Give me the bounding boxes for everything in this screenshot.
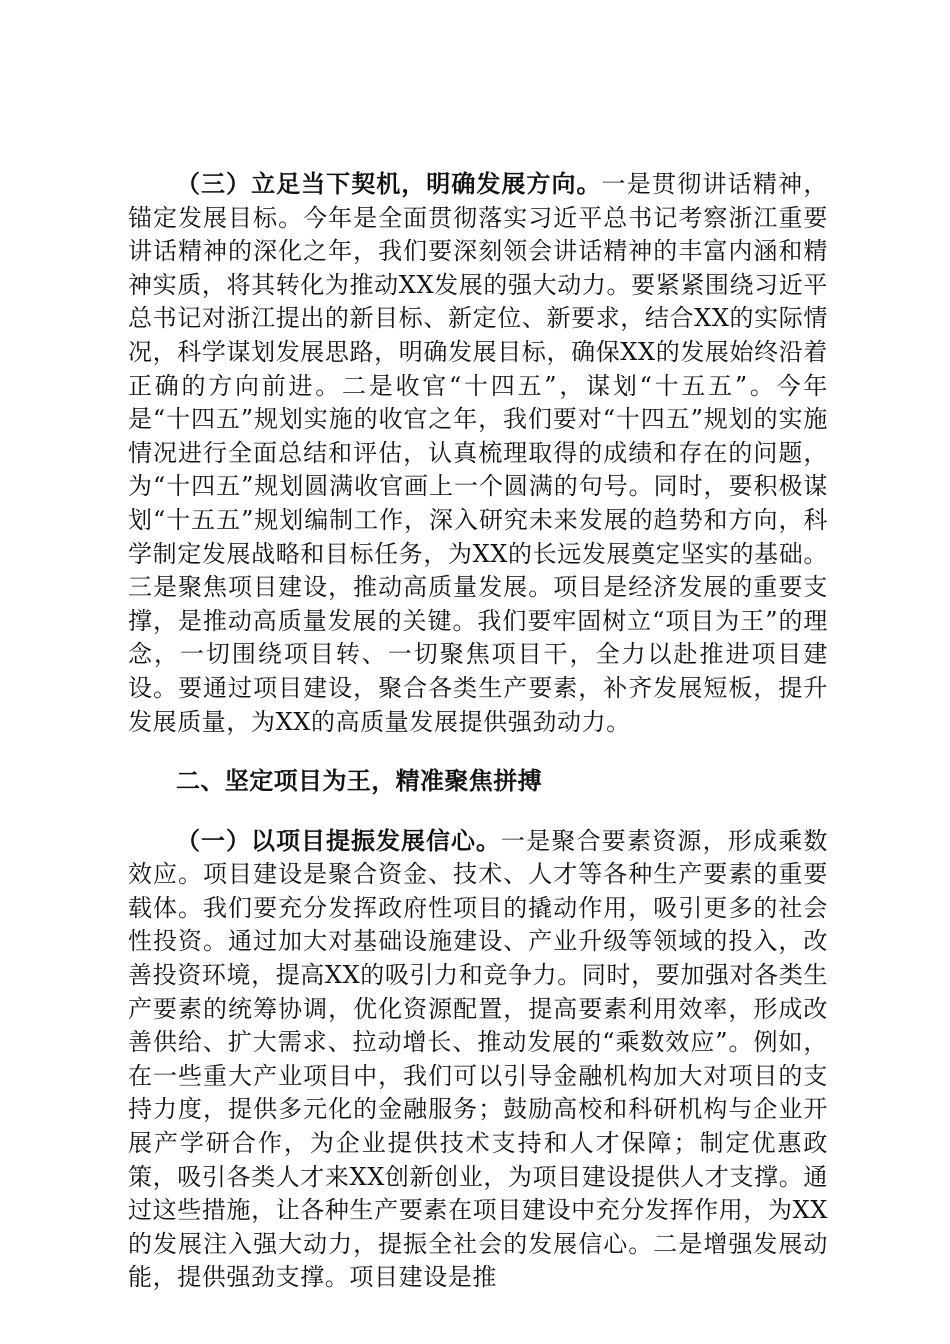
paragraph-section-3 [128, 168, 828, 739]
paragraph-body-section-1: 一是聚合要素资源，形成乘数效应。项目建设是聚合资金、技术、人才等各种生产要素的重要载体。我们要充分发挥政府性项目的撬动作用，吸引更多的社会性投资。通过加大对基础设施建设、产业升级等领域的投入，改善投资环境，提高XX的吸引力和竞争力。同时，要加强对各类生产要素的统筹协调，优化资源配置，提高要素利用效率，形成改善供给、扩大需求、拉动增长、推动发展的“乘数效应”。例如，在一些重大产业项目中，我们可以引导金融机构加大对项目的支持力度，提供多元化的金融服务；鼓励高校和科研机构与企业开展产学研合作，为企业提供技术支持和人才保障；制定优惠政策，吸引各类人才来XX创新创业，为项目建设提供人才支撑。通过这些措施，让各种生产要素在项目建设中充分发挥作用，为XX的发展注入强大动力，提振全社会的发展信心。二是增强发展动能，提供强劲支撑。项目建设是推 [128, 826, 828, 1292]
paragraph-section-1 [128, 825, 828, 1295]
paragraph-lead-section-1: （一）以项目提振发展信心。 [176, 826, 501, 855]
paragraph-body-section-3: 一是贯彻讲话精神，锚定发展目标。今年是全面贯彻落实习近平总书记考察浙江重要讲话精神的深化之年，我们要深刻领会讲话精神的丰富内涵和精神实质，将其转化为推动XX发展的强大动力。要紧紧围绕习近平总书记对浙江提出的新目标、新定位、新要求，结合XX的实际情况，科学谋划发展思路，明确发展目标，确保XX的发展始终沿着正确的方向前进。二是收官“十四五”，谋划“十五五”。今年是“十四五”规划实施的收官之年，我们要对“十四五”规划的实施情况进行全面总结和评估，认真梳理取得的成绩和存在的问题，为“十四五”规划圆满收官画上一个圆满的句号。同时，要积极谋划“十五五”规划编制工作，深入研究未来发展的趋势和方向，科学制定发展战略和目标任务，为XX的长远发展奠定坚实的基础。三是聚焦项目建设，推动高质量发展。项目是经济发展的重要支撑，是推动高质量发展的关键。我们要牢固树立“项目为王”的理念，一切围绕项目转、一切聚焦项目干，全力以赴推进项目建设。要通过项目建设，聚合各类生产要素，补齐发展短板，提升发展质量，为XX的高质量发展提供强劲动力。 [128, 170, 828, 736]
document-body [128, 168, 828, 1295]
section-heading-2: 二、坚定项目为王，精准聚焦拼搏 [176, 767, 542, 796]
paragraph-lead-section-3: （三）立足当下契机，明确发展方向。 [176, 170, 602, 198]
